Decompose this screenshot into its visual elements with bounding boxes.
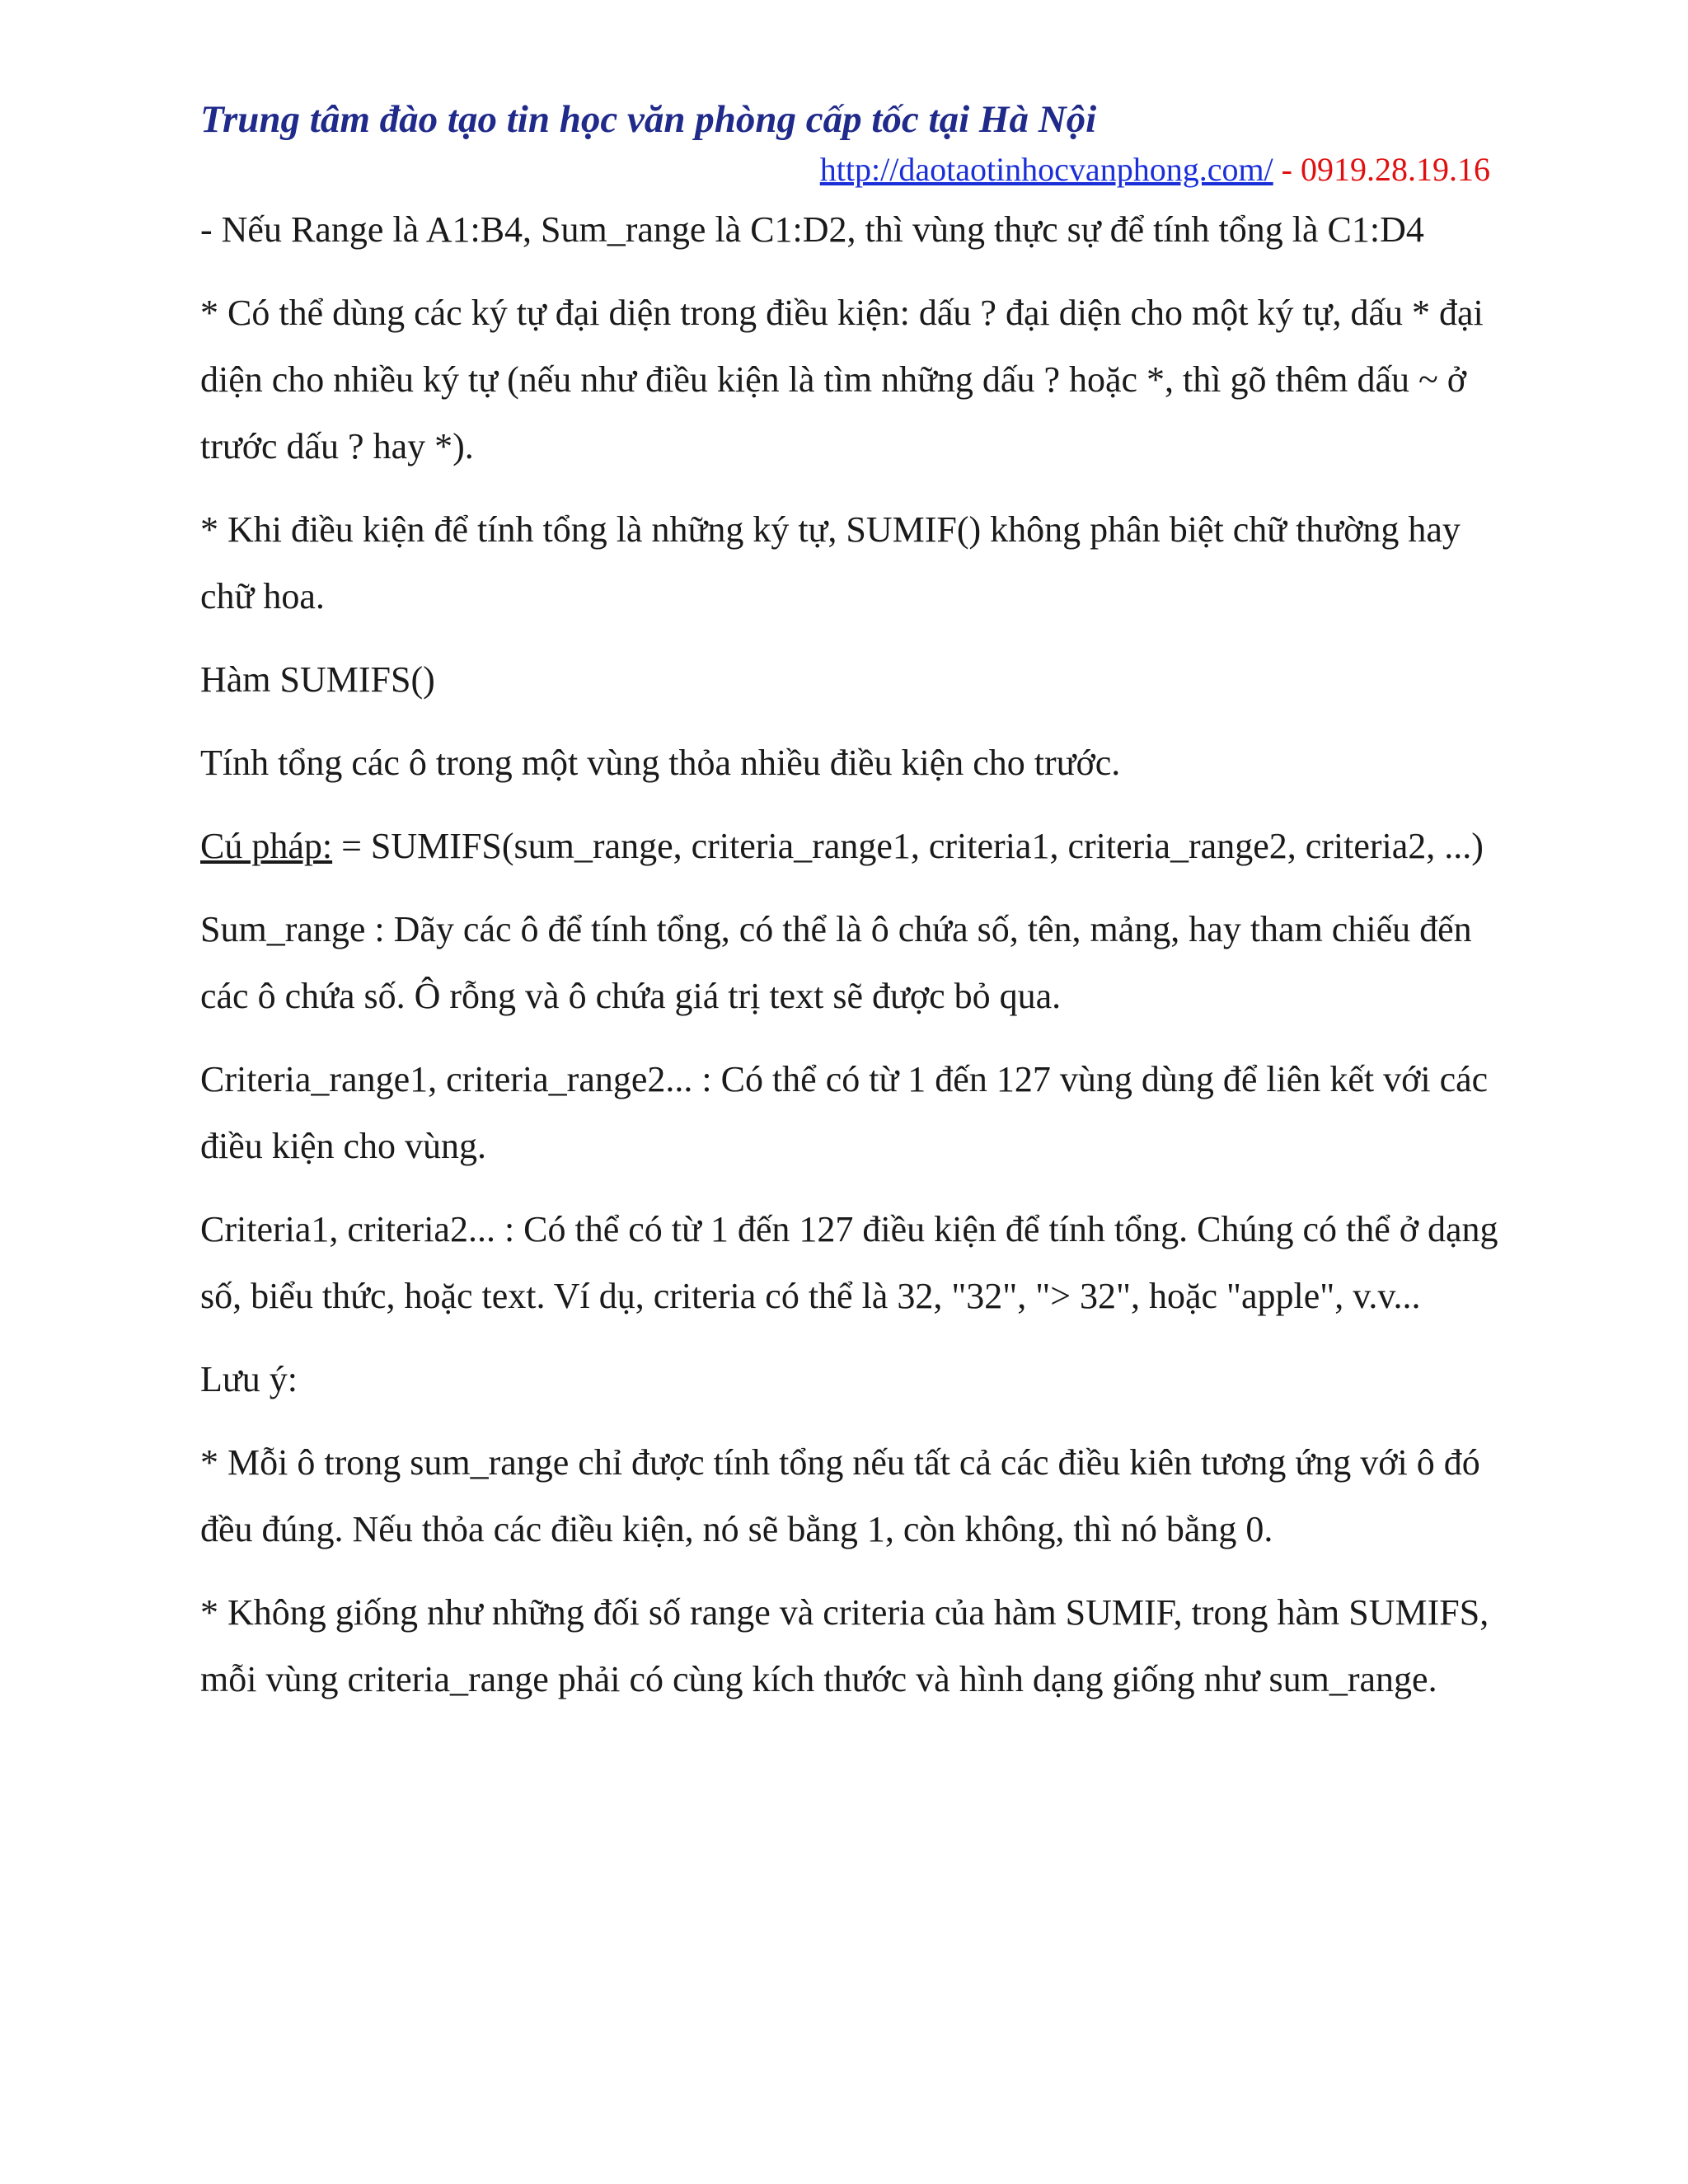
header-separator: - (1273, 151, 1301, 188)
note-heading: Lưu ý: (200, 1359, 298, 1399)
header-contact (820, 150, 1490, 189)
section-heading-sumifs: Hàm SUMIFS() (200, 659, 435, 700)
paragraph-range-note: - Nếu Range là A1:B4, Sum_range là C1:D2, thì vùng thực sự để tính tổng là C1:D4 (200, 209, 1424, 250)
document-body (200, 196, 1503, 1729)
paragraph-note-2: * Không giống như những đối số range và criteria của hàm SUMIF, trong hàm SUMIFS, mỗi vùng criteria_range phải có cùng kích thước và hình dạng giống như sum_range. (200, 1592, 1489, 1699)
paragraph-wildcards: * Có thể dùng các ký tự đại diện trong điều kiện: dấu ? đại diện cho một ký tự, dấu * đại diện cho nhiều ký tự (nếu như điều kiện là tìm những dấu ? hoặc *, thì gõ thêm dấu ~ ở trước dấu ? hay *). (200, 293, 1484, 466)
paragraph-criteria: Criteria1, criteria2... : Có thể có từ 1 đến 127 điều kiện để tính tổng. Chúng có thể ở dạng số, biểu thức, hoặc text. Ví dụ, criteria có thể là 32, "32", "> 32", hoặc "apple", v.v... (200, 1209, 1498, 1316)
paragraph-syntax (200, 813, 1503, 879)
syntax-text: = SUMIFS(sum_range, criteria_range1, criteria1, criteria_range2, criteria2, ...) (332, 826, 1484, 866)
phone-number: 0919.28.19.16 (1301, 151, 1490, 188)
syntax-label: Cú pháp: (200, 826, 333, 866)
paragraph-sumifs-description: Tính tổng các ô trong một vùng thỏa nhiều điều kiện cho trước. (200, 743, 1121, 783)
document-header-title: Trung tâm đào tạo tin học văn phòng cấp tốc tại Hà Nội (200, 98, 1097, 141)
paragraph-case-insensitive: * Khi điều kiện để tính tổng là những ký tự, SUMIF() không phân biệt chữ thường hay chữ hoa. (200, 509, 1461, 616)
paragraph-note-1: * Mỗi ô trong sum_range chỉ được tính tổng nếu tất cả các điều kiên tương ứng với ô đó đều đúng. Nếu thỏa các điều kiện, nó sẽ bằng 1, còn không, thì nó bằng 0. (200, 1442, 1480, 1549)
website-link[interactable]: http://daotaotinhocvanphong.com/ (819, 151, 1273, 188)
paragraph-sum-range: Sum_range : Dãy các ô để tính tổng, có thể là ô chứa số, tên, mảng, hay tham chiếu đến các ô chứa số. Ô rỗng và ô chứa giá trị text sẽ được bỏ qua. (200, 909, 1472, 1016)
paragraph-criteria-range: Criteria_range1, criteria_range2... : Có thể có từ 1 đến 127 vùng dùng để liên kết với các điều kiện cho vùng. (200, 1059, 1489, 1166)
